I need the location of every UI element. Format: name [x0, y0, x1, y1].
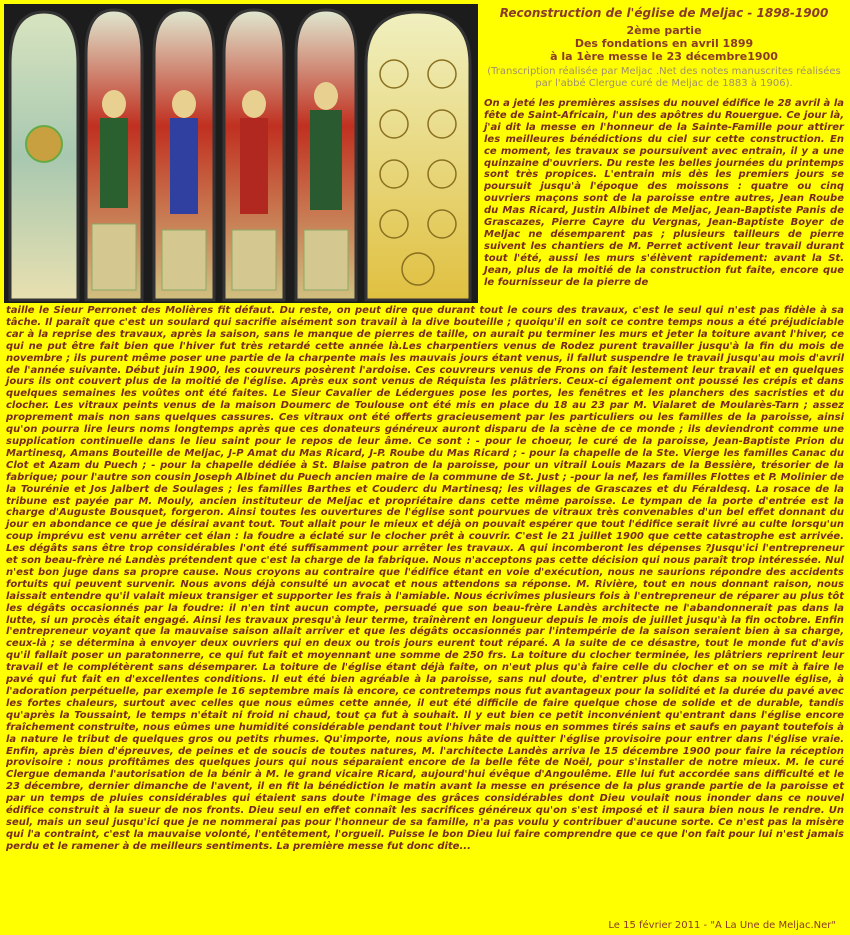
body-text-full: taille le Sieur Perronet des Molières fit défaut. Du reste, on peut dire que durant tout le cours des travaux, c'est le seul qui n'est pas fidèle à sa tâche. Il paraît que c'est un soulard qui sacrifie aisément son travail à la dive bouteille ; quoiqu'il en soit ce contre temps nous a été préjudiciable car à la reprise des travaux, après la saison, sans le manque de pierres de taille, on aurait pu terminer les murs et jeter la toiture avant l'hiver, ce qui ne put être fait bien que l'hiver fut très retardé cette année là.Les charpentiers venus de Rodez purent travailler jusqu'à la fin du mois de novembre ; ils purent même poser une partie de la charpente mais les mauvais jours étant venus, il fallut suspendre le travail jusqu'au mois d'avril de l'année suivante. Début juin 1900, les couvreurs posèrent l'ardoise. Ces couvreurs venus de Frons on fait lestement leur travail et en quelques jours ils ont couvert plus de la moitié de l'église. Après eux sont venus de Réquista les plâtriers. Ceux-ci également ont poussé les crépis et dans quelques semaines les voûtes ont été faites. Le Sieur Cavalier de Lédergues pose les portes, les fenêtres et les planchers des sacristies et du clocher. Les vitraux peints venus de la maison Doumerc de Toulouse ont été mis en place du 18 au 23 par M. Vialaret de Moularès-Tarn ; assez proprement mais non sans quelques cassures. Ces vitraux ont été offerts gracieusement par les particuliers ou les familles de la paroisse, ainsi qu'on pourra lire leurs noms longtemps après que ces donateurs généreux auront disparu de la scène de ce monde ; ils deviendront comme une supplication continuelle dans le lieu saint pour le repos de leur âme. Ce sont : - pour le choeur, le curé de la paroisse, Jean-Baptiste Prion du Martinesq, Amans Bouteille de Meljac, J-P Amat du Mas Ricard, J-P. Roube du Mas Ricard ; - pour la chapelle de la Ste. Vierge les familles Canac du Clot et Azam du Puech ; - pour la chapelle dédiée à St. Blaise patron de la paroisse, pour un vitrail Louis Mazars de la Bessière, trésorier de la fabrique; pour l'autre son cousin Joseph Albinet du Puech ancien maire de la commune de St. Just ; -pour la nef, les familles Flottes et P. Molinier de la Tourénie et Jos Jalbert de Soulages ; les familles Barthes et Couderc du Martinesq; les villages de Grascazes et du Féraldesq. La rosace de la tribune est payée par M. Mouly, ancien instituteur de Meljac et propriétaire dans cette même paroisse. Le tympan de la porte d'entrée est la charge d'Auguste Bousquet, forgeron. Ainsi toutes les ouvertures de l'église sont pourvues de vitraux très convenables d'un bel effet donnant du jour en abondance ce que je désirai avant tout. Tout allait pour le mieux et déjà on pouvait espérer que tout l'édifice serait livré au culte lorsqu'un coup imprévu est venu arrêter cet élan : la foudre a éclaté sur le clocher prêt à couvrir. C'est le 21 juillet 1900 que cette catastrophe est arrivée. Les dégâts sans être trop considérables l'ont été suffisamment pour arrêter les travaux. A qui incomberont les dépenses ?Jusqu'ici l'entrepreneur et son beau-frère né Landès prétendent que c'est la charge de la fabrique. Nous n'acceptons pas cette décision qui nous paraît trop intéressée. Nul n'est bon juge dans sa propre cause. Nous croyons au contraire que l'édifice étant en voie d'exécution, nous ne saurions répondre des accidents fortuits qui peuvent survenir. Nous avons déjà consulté un avocat et nous attendons sa réponse. M. Rivière, tout en nous donnant raison, nous laissait entendre qu'il valait mieux transiger et supporter les frais à l'amiable. Nous écrivîmes plusieurs fois à l'entrepreneur de réparer au plus tôt les dégâts occasionnés par la foudre: il n'en tint aucun compte, persuadé que son beau-frère Landès architecte ne l'abandonnerait pas dans la lutte, si un procès était engagé. Ainsi les travaux presqu'à leur terme, traînèrent en longueur depuis le mois de juillet jusqu'à la fin octobre. Enfin l'entrepreneur voyant que la mauvaise saison allait arriver et que les dégâts occasionnés par l'intempérie de la saison seraient bien à sa charge, ceux-là ; se détermina à envoyer deux ouvriers qui en deux ou trois jours eurent tout réparé. A la suite de ce désastre, tout le monde fut d'avis qu'il fallait poser un paratonnerre, ce qui fut fait et moyennant une somme de 250 frs. La toiture du clocher terminée, les plâtriers reprirent leur travail et le complétèrent sans désemparer. La toiture de l'église étant déjà faite, on n'eut plus qu'à faire celle du clocher et on se mit à faire le pavé qui fut fait en d'excellentes conditions. Il eut été bien agréable à la paroisse, sans nul doute, d'entrer plus tôt dans sa nouvelle église, à l'adoration perpétuelle, par exemple le 16 septembre mais là encore, ce contretemps nous fut avantageux pour la solidité et la durée du pavé avec les fortes chaleurs, surtout avec celles que nous eûmes cette année, il eut été difficile de faire quelque chose de solide et de durable, tandis qu'après la Toussaint, le temps n'était ni froid ni chaud, tout ça fut à souhait. Il y eut bien ce petit inconvénient qu'entrant dans l'église encore fraîchement construite, nous eûmes une humidité considérable pendant tout l'hiver mais nous en sommes tirés sains et saufs en payant toutefois à la nature le tribut de quelques gros ou petits rhumes. Qu'importe, nous avions hâte de quitter l'église provisoire pour entrer dans l'église vraie. Enfin, après bien d'épreuves, de peines et de soucis de toutes natures, M. l'architecte Landès arriva le 15 décembre 1900 pour faire la réception provisoire : nous profitâmes des quelques jours qui nous séparaient encore de la belle fête de Noël, pour s'installer de notre mieux. M. le curé Clergue demanda l'autorisation de la bénir à M. le grand vicaire Ricard, aujourd'hui évêque d'Angoulême. Elle lui fut accordée sans difficulté et le 23 décembre, dernier dimanche de l'avent, il en fit la bénédiction le matin avant la messe en présence de la plus grande partie de la paroisse et par un temps de pluies considérables qui étaient sans doute l'image des grâces considérables dont Dieu voulait nous inonder dans ce nouvel édifice construit à la sueur de nos fronts. Dieu seul en effet connaît les sacrifices généreux qu'on s'est imposé et il saura bien nous le rendre. Un seul, mais un seul jusqu'ici que je ne nommerai pas pour l'honneur de sa famille, n'a pas voulu y contribuer d'aucune sorte. Ce n'est pas la misère qui l'a contraint, c'est la mauvaise volonté, l'entêtement, l'orgueil. Puisse le bon Dieu lui faire comprendre que ce que l'on fait pour lui n'est jamais perdu et le ramener à de meilleurs sentiments. La première messe fut donc dite... — [6, 305, 844, 852]
transcription-note: (Transcription réalisée par Meljac .Net des notes manuscrites réalisées par l'abbé Clergue curé de Meljac de 1883 à 1906). — [487, 66, 841, 89]
footer-credit: Le 15 février 2011 - "A La Une de Meljac.Ner" — [608, 920, 836, 931]
part-label: 2ème partie — [626, 24, 702, 37]
stained-glass-windows-image — [4, 4, 478, 303]
page-title: Reconstruction de l'église de Meljac - 1898-1900 — [499, 6, 829, 20]
body-text-column: On a jeté les premières assises du nouvel édifice le 28 avril à la fête de Saint-Africain, l'un des apôtres du Rouergue. Ce jour là, j'ai dit la messe en l'honneur de la Sainte-Famille pour attirer les meilleures bénédictions du ciel sur cette construction. En ce moment, les travaux se poursuivent avec entrain, il y a une quinzaine d'ouvriers. Du reste les belles journées du printemps sont très propices. L'entrain mis dès les premiers jours se poursuit jusqu'à l'époque des moissons : quatre ou cinq ouvriers maçons sont de la paroisse entre autres, Jean Roube du Mas Ricard, Justin Albinet de Meljac, Jean-Baptiste Panis de Grascazes, Pierre Cayre du Vergnas, Jean-Baptiste Boyer de Meljac ne désemparent pas ; plusieurs tailleurs de pierre suivent les chantiers de M. Perret activent leur travail durant tout l'été, aussi les murs s'élèvent rapidement: avant la St. Jean, plus de la moitié de la construction fut faite, encore que le fournisseur de la pierre de — [484, 98, 844, 288]
subtitle-line-2: à la 1ère messe le 23 décembre1900 — [550, 50, 778, 63]
subtitle-line-1: Des fondations en avril 1899 — [574, 37, 754, 50]
document-header — [482, 6, 846, 90]
